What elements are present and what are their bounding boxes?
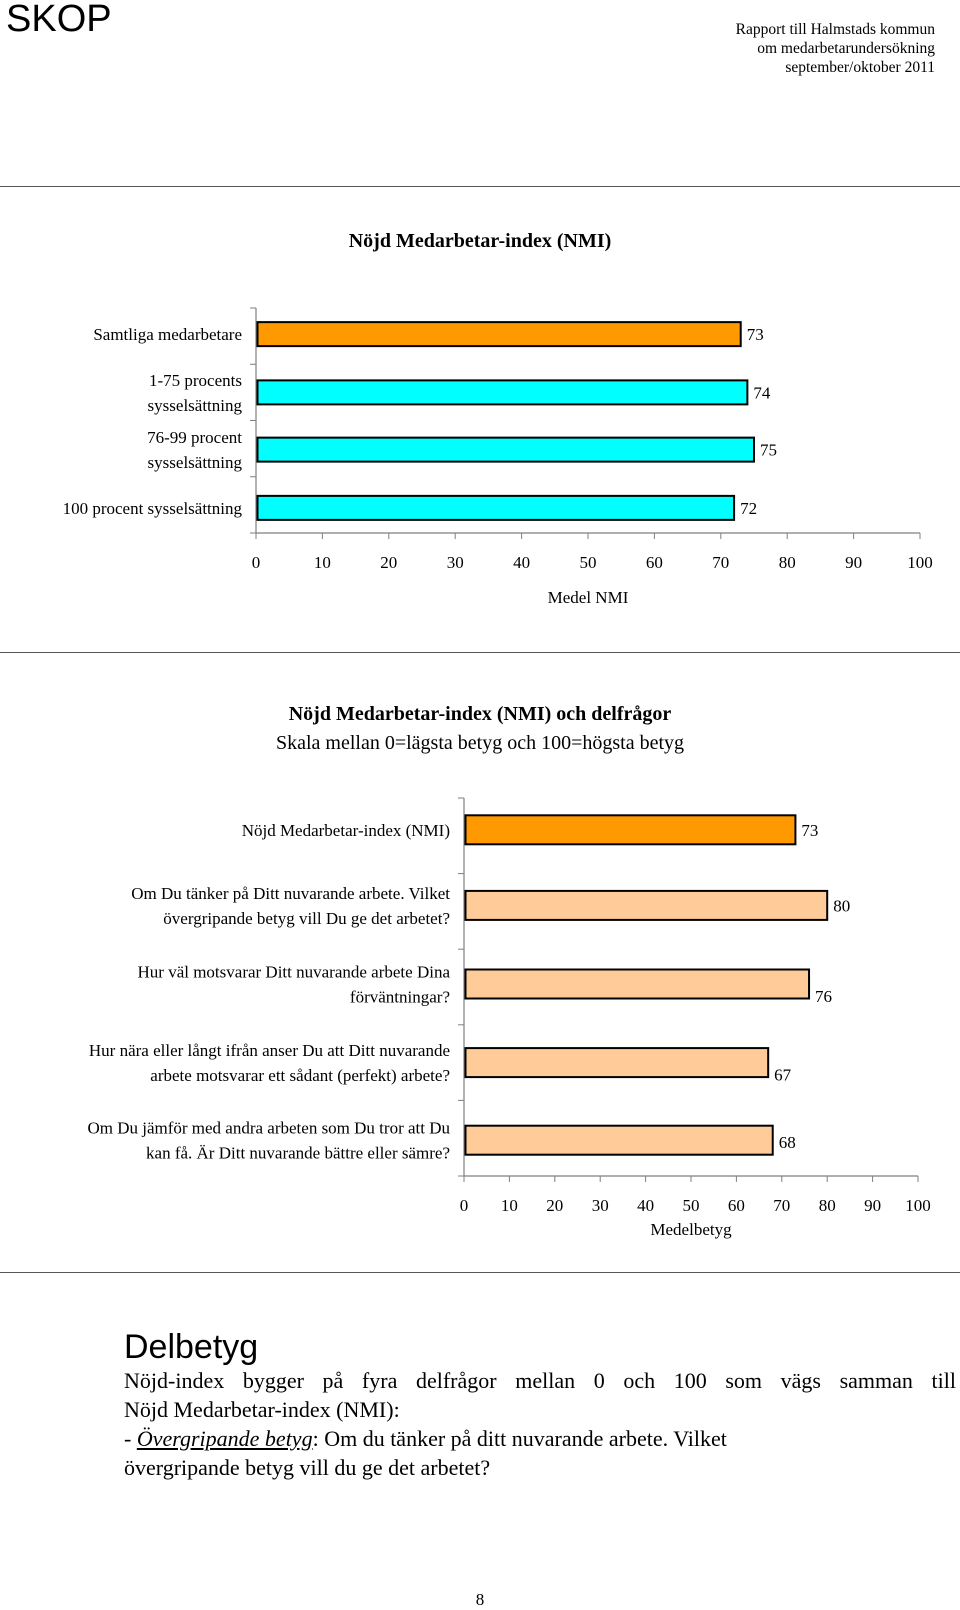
nmi-chart [0,186,960,652]
chart-subtitle: Skala mellan 0=lägsta betyg och 100=högsta betyg [275,732,685,754]
page-number: 8 [475,1590,485,1609]
bullet-term: Övergripande betyg [136,1426,313,1451]
category-label: Hur väl motsvarar Ditt nuvarande arbete Dina [137,962,450,982]
category-label: 1-75 procents [148,370,242,390]
x-tick-label: 20 [546,1196,564,1215]
data-label: 80 [833,896,851,916]
x-tick-label: 70 [773,1196,791,1215]
x-tick-label: 40 [637,1196,655,1215]
data-label: 67 [774,1065,792,1085]
x-tick-label: 50 [579,553,597,572]
bar [258,496,735,520]
category-label: arbete motsvarar ett sådant (perfekt) arbete? [150,1066,450,1086]
category-label: Nöjd Medarbetar-index (NMI) [241,820,450,840]
section-title: Delbetyg [124,1328,259,1366]
x-tick-label: 50 [682,1196,700,1215]
x-tick-label: 90 [845,553,863,572]
category-label: kan få. Är Ditt nuvarande bättre eller sämre? [146,1143,450,1163]
category-label: 100 procent sysselsättning [62,498,242,518]
bullet-text: : Om du tänker på ditt nuvarande arbete. Vilket [312,1426,727,1451]
section-paragraph-line1: Nöjd-index bygger på fyra delfrågor mellan 0 och 100 som vägs samman till [124,1368,956,1393]
chart-title: Nöjd Medarbetar-index (NMI) och delfrågor [288,703,672,725]
category-label: Om Du tänker på Ditt nuvarande arbete. Vilket [131,883,450,903]
x-axis-title: Medelbetyg [650,1220,732,1239]
divider-bottom [0,1272,960,1273]
bar [466,891,828,920]
x-tick-label: 100 [907,553,933,572]
x-tick-label: 30 [591,1196,609,1215]
report-line-1: Rapport till Halmstads kommun [735,21,935,38]
report-header [736,20,935,77]
category-label: sysselsättning [147,395,242,415]
x-tick-label: 0 [251,553,261,572]
nmi-subquestions-chart [0,652,960,1272]
x-axis-title: Medel NMI [547,588,629,607]
section-paragraph-line2: Nöjd Medarbetar-index (NMI): [124,1397,400,1422]
x-tick-label: 80 [818,1196,836,1215]
bar [258,322,741,346]
report-line-2: om medarbetarundersökning [757,40,935,57]
x-tick-label: 100 [905,1196,931,1215]
x-tick-label: 60 [645,553,663,572]
bar [258,438,755,462]
data-label: 73 [746,325,764,345]
bar [466,1126,773,1155]
x-tick-label: 0 [459,1196,469,1215]
bullet-overall-rating [124,1424,956,1453]
data-label: 73 [801,820,819,840]
data-label: 68 [778,1133,796,1153]
x-tick-label: 10 [313,553,331,572]
x-tick-label: 20 [380,553,398,572]
data-label: 76 [815,986,833,1006]
x-tick-label: 40 [513,553,531,572]
bar [466,1048,769,1077]
chart-title: Nöjd Medarbetar-index (NMI) [348,230,612,252]
category-label: 76-99 procent [147,428,242,448]
report-line-3: september/oktober 2011 [785,59,935,76]
bullet-prefix: - [124,1426,137,1451]
data-label: 72 [740,498,758,518]
x-tick-label: 30 [446,553,464,572]
skop-logo: SKOP [6,0,112,40]
x-tick-label: 10 [500,1196,518,1215]
category-label: övergripande betyg vill Du ge det arbetet? [163,908,450,928]
category-label: Hur nära eller långt ifrån anser Du att Ditt nuvarande [88,1041,450,1061]
category-label: Samtliga medarbetare [93,325,242,345]
x-tick-label: 90 [864,1196,882,1215]
bullet-overall-rating-cont: övergripande betyg vill du ge det arbetet? [124,1455,491,1480]
category-label: förväntningar? [349,987,450,1007]
x-tick-label: 70 [712,553,730,572]
category-label: sysselsättning [147,453,242,473]
bar [466,970,810,999]
data-label: 74 [753,383,771,403]
data-label: 75 [760,440,777,460]
bar [258,380,748,404]
category-label: Om Du jämför med andra arbeten som Du tror att Du [87,1118,450,1138]
x-tick-label: 60 [727,1196,745,1215]
x-tick-label: 80 [778,553,796,572]
bar [466,815,796,844]
delbetyg-section [124,1328,956,1482]
